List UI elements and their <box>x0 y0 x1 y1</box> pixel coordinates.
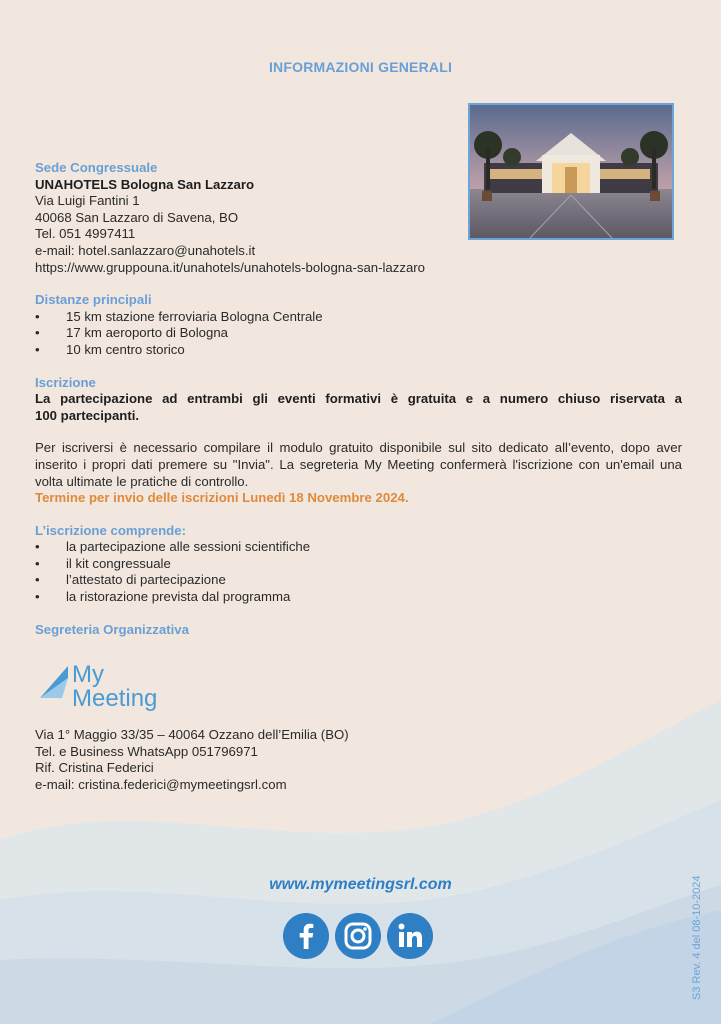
venue-address-line2: 40068 San Lazzaro di Savena, BO <box>35 209 239 225</box>
list-item: • il kit congressuale <box>35 555 171 571</box>
organizer-email: e-mail: cristina.federici@mymeetingsrl.com <box>35 776 287 792</box>
includes-list <box>35 539 682 605</box>
venue-name: UNAHOTELS Bologna San Lazzaro <box>35 176 255 192</box>
venue-address-line1: Via Luigi Fantini 1 <box>35 193 140 209</box>
venue-email: e-mail: hotel.sanlazzaro@unahotels.it <box>35 242 256 258</box>
venue-heading: Sede Congressuale <box>35 160 158 175</box>
list-item: • 15 km stazione ferroviaria Bologna Centrale <box>35 308 323 324</box>
website-link[interactable]: www.mymeetingsrl.com <box>269 876 452 893</box>
list-item: • la ristorazione prevista dal programma <box>35 589 291 605</box>
logo-mark-icon <box>38 664 74 704</box>
registration-bold-line2: 100 partecipanti. <box>35 407 140 423</box>
registration-body: Per iscriversi è necessario compilare il modulo gratuito disponibile sul sito dedicato all’evento, dopo aver inserito i propri dati premere su "Invia". La segreteria My Meeting confermerà l'iscrizione con un'email una volta ultimate le pratiche di controllo. <box>35 440 682 489</box>
instagram-icon[interactable] <box>335 913 381 959</box>
logo-text-meeting: Meeting <box>72 685 158 712</box>
list-item: • la partecipazione alle sessioni scientifiche <box>35 539 311 555</box>
venue-phone: Tel. 051 4997411 <box>35 226 136 242</box>
organizer-contacts <box>35 727 349 793</box>
organizer-heading: Segreteria Organizzativa <box>35 621 189 637</box>
distances-heading: Distanze principali <box>35 292 152 308</box>
organizer-contact-person: Rif. Cristina Federici <box>35 760 154 776</box>
includes-heading: L’iscrizione comprende: <box>35 522 186 538</box>
organizer-address: Via 1° Maggio 33/35 – 40064 Ozzano dell’Emilia (BO) <box>35 727 349 742</box>
mymeeting-logo <box>38 662 208 718</box>
registration-heading: Iscrizione <box>35 374 96 390</box>
venue-website: https://www.gruppouna.it/unahotels/unahotels-bologna-san-lazzaro <box>35 259 426 275</box>
info-content <box>35 160 682 638</box>
linkedin-icon[interactable] <box>387 913 433 959</box>
logo-text-my: My <box>72 661 104 688</box>
registration-deadline: Termine per invio delle iscrizioni Lunedì 18 Novembre 2024. <box>35 490 409 506</box>
list-item: • 17 km aeroporto di Bologna <box>35 325 229 341</box>
distances-list <box>35 309 682 359</box>
revision-label: S3 Rev. 4 del 08-10-2024 <box>691 875 703 1000</box>
page-title: INFORMAZIONI GENERALI <box>268 59 453 75</box>
list-item: • l’attestato di partecipazione <box>35 572 226 588</box>
list-item: • 10 km centro storico <box>35 341 185 357</box>
social-links <box>283 913 435 961</box>
facebook-icon[interactable] <box>283 913 329 959</box>
registration-bold-line1: La partecipazione ad entrambi gli eventi formativi è gratuita e a numero chiuso riservata a <box>35 391 682 407</box>
organizer-phone: Tel. e Business WhatsApp 051796971 <box>35 743 258 759</box>
